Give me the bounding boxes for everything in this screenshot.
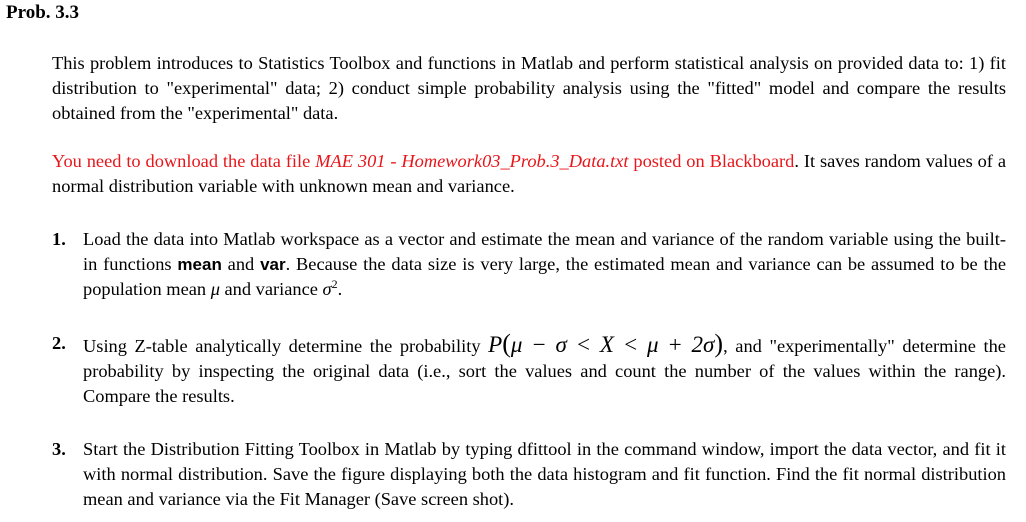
notice-red-start: You need to download the data file [52, 151, 316, 171]
task-item-2 [52, 331, 1006, 409]
task-item-3 [52, 437, 1006, 512]
data-filename: MAE 301 - Homework03_Prob.3_Data.txt [315, 151, 629, 171]
task-item-1 [52, 227, 1006, 302]
item-body: Start the Distribution Fitting Toolbox in Matlab by typing dfittool in the command window, import the data vector, and fit it with normal distribution. Save the figure displaying both the data histogram and fit function. Find the fit normal distribution mean and variance via the Fit Manager (Save screen shot). [83, 439, 1006, 509]
intro-paragraph: This problem introduces to Statistics Toolbox and functions in Matlab and perform statistical analysis on provided data to: 1) fit distribution to "experimental" data; 2) conduct simple probability analysis using the "fitted" model and compare the results obtained from the "experimental" data. [52, 53, 1006, 123]
item-number: 2. [52, 333, 66, 353]
item-number: 1. [52, 229, 66, 249]
formula-p: P [488, 332, 503, 357]
download-notice [52, 149, 1006, 199]
item-body [83, 331, 1006, 409]
formula-close-paren: ) [714, 329, 724, 358]
item-body [83, 227, 1006, 302]
formula-inner: μ − σ < X < μ + 2σ [510, 332, 715, 357]
item-text: Using Z-table analytically determine the probability [83, 336, 489, 356]
item-text: , and "experimentally" determine the probability by inspecting the original data (i.e., sort the values and count the number of the values within the range). Compare the results. [83, 336, 1006, 406]
notice-red-end: posted on Blackboard [628, 151, 795, 171]
item-text: and variance [219, 279, 323, 299]
problem-title: Prob. 3.3 [6, 2, 80, 23]
item-number: 3. [52, 439, 66, 459]
item-text: and [221, 254, 261, 274]
item-text: . [337, 279, 343, 299]
mu-symbol: μ [210, 279, 220, 299]
sigma-symbol: σ [322, 279, 332, 299]
formula-open-paren: ( [502, 329, 511, 358]
notice-rest: . It saves random values of a normal distribution variable with unknown mean and variance. [52, 151, 1006, 196]
squared-superscript: 2 [331, 276, 338, 291]
fn-var: var [260, 255, 286, 274]
item-text: . Because the data size is very large, the estimated mean and variance can be assumed to be the population mean [83, 254, 1007, 299]
item-text: Load the data into Matlab workspace as a vector and estimate the mean and variance of the random variable using the built-in functions [83, 229, 1006, 274]
fn-mean: mean [177, 255, 222, 274]
